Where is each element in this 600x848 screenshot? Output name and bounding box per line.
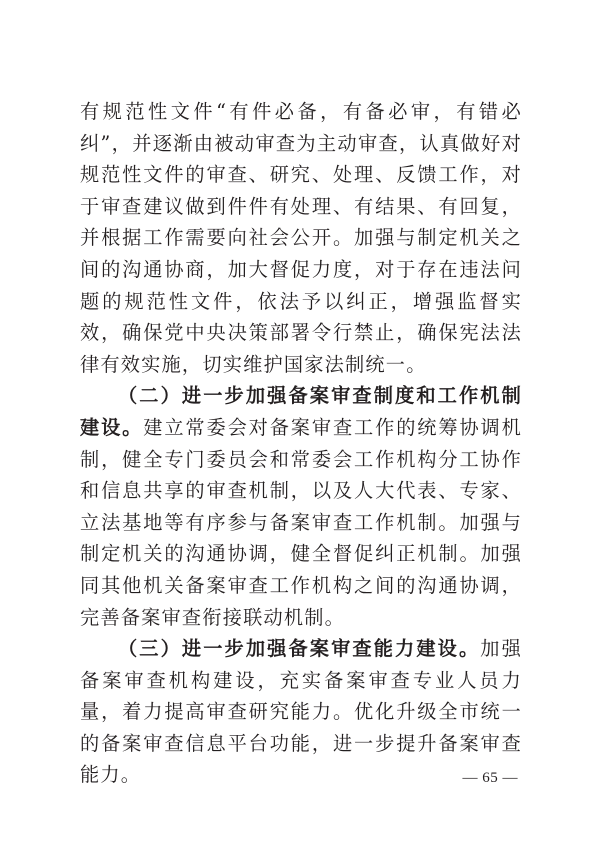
paragraph-section-3 bbox=[80, 633, 522, 791]
paragraph-text: 加强备案审查机构建设，充实备案审查专业人员力量，着力提高审查研究能力。优化升级全市统一的备案审查信息平台功能，进一步提升备案审查能力。 bbox=[80, 637, 522, 787]
section-heading: （三）进一步加强备案审查能力建设。 bbox=[118, 637, 481, 661]
paragraph-text: 建立常委会对备案审查工作的统筹协调机制，健全专门委员会和常委会工作机构分工协作和信息共享的审查机制，以及人大代表、专家、立法基地等有序参与备案审查工作机制。加强与制定机关的沟通协调，健全督促纠正机制。加强同其他机关备案审查工作机构之间的沟通协调，完善备案审查衔接联动机制。 bbox=[80, 415, 522, 629]
section-heading: （二）进一步加强备案审查制度和工作机制建设。 bbox=[80, 384, 522, 439]
paragraph-continuation bbox=[80, 96, 522, 380]
paragraph-text: 有规范性文件“有件必备，有备必审，有错必纠”，并逐渐由被动审查为主动审查，认真做好对规范性文件的审查、研究、处理、反馈工作，对于审查建议做到件件有处理、有结果、有回复，并根据工作需要向社会公开。加强与制定机关之间的沟通协商，加大督促力度，对于存在违法问题的规范性文件，依法予以纠正，增强监督实效，确保党中央决策部署令行禁止，确保宪法法律有效实施，切实维护国家法制统一。 bbox=[80, 100, 522, 376]
page-number: — 65 — bbox=[462, 770, 518, 786]
document-body bbox=[80, 96, 522, 791]
paragraph-section-2 bbox=[80, 380, 522, 633]
